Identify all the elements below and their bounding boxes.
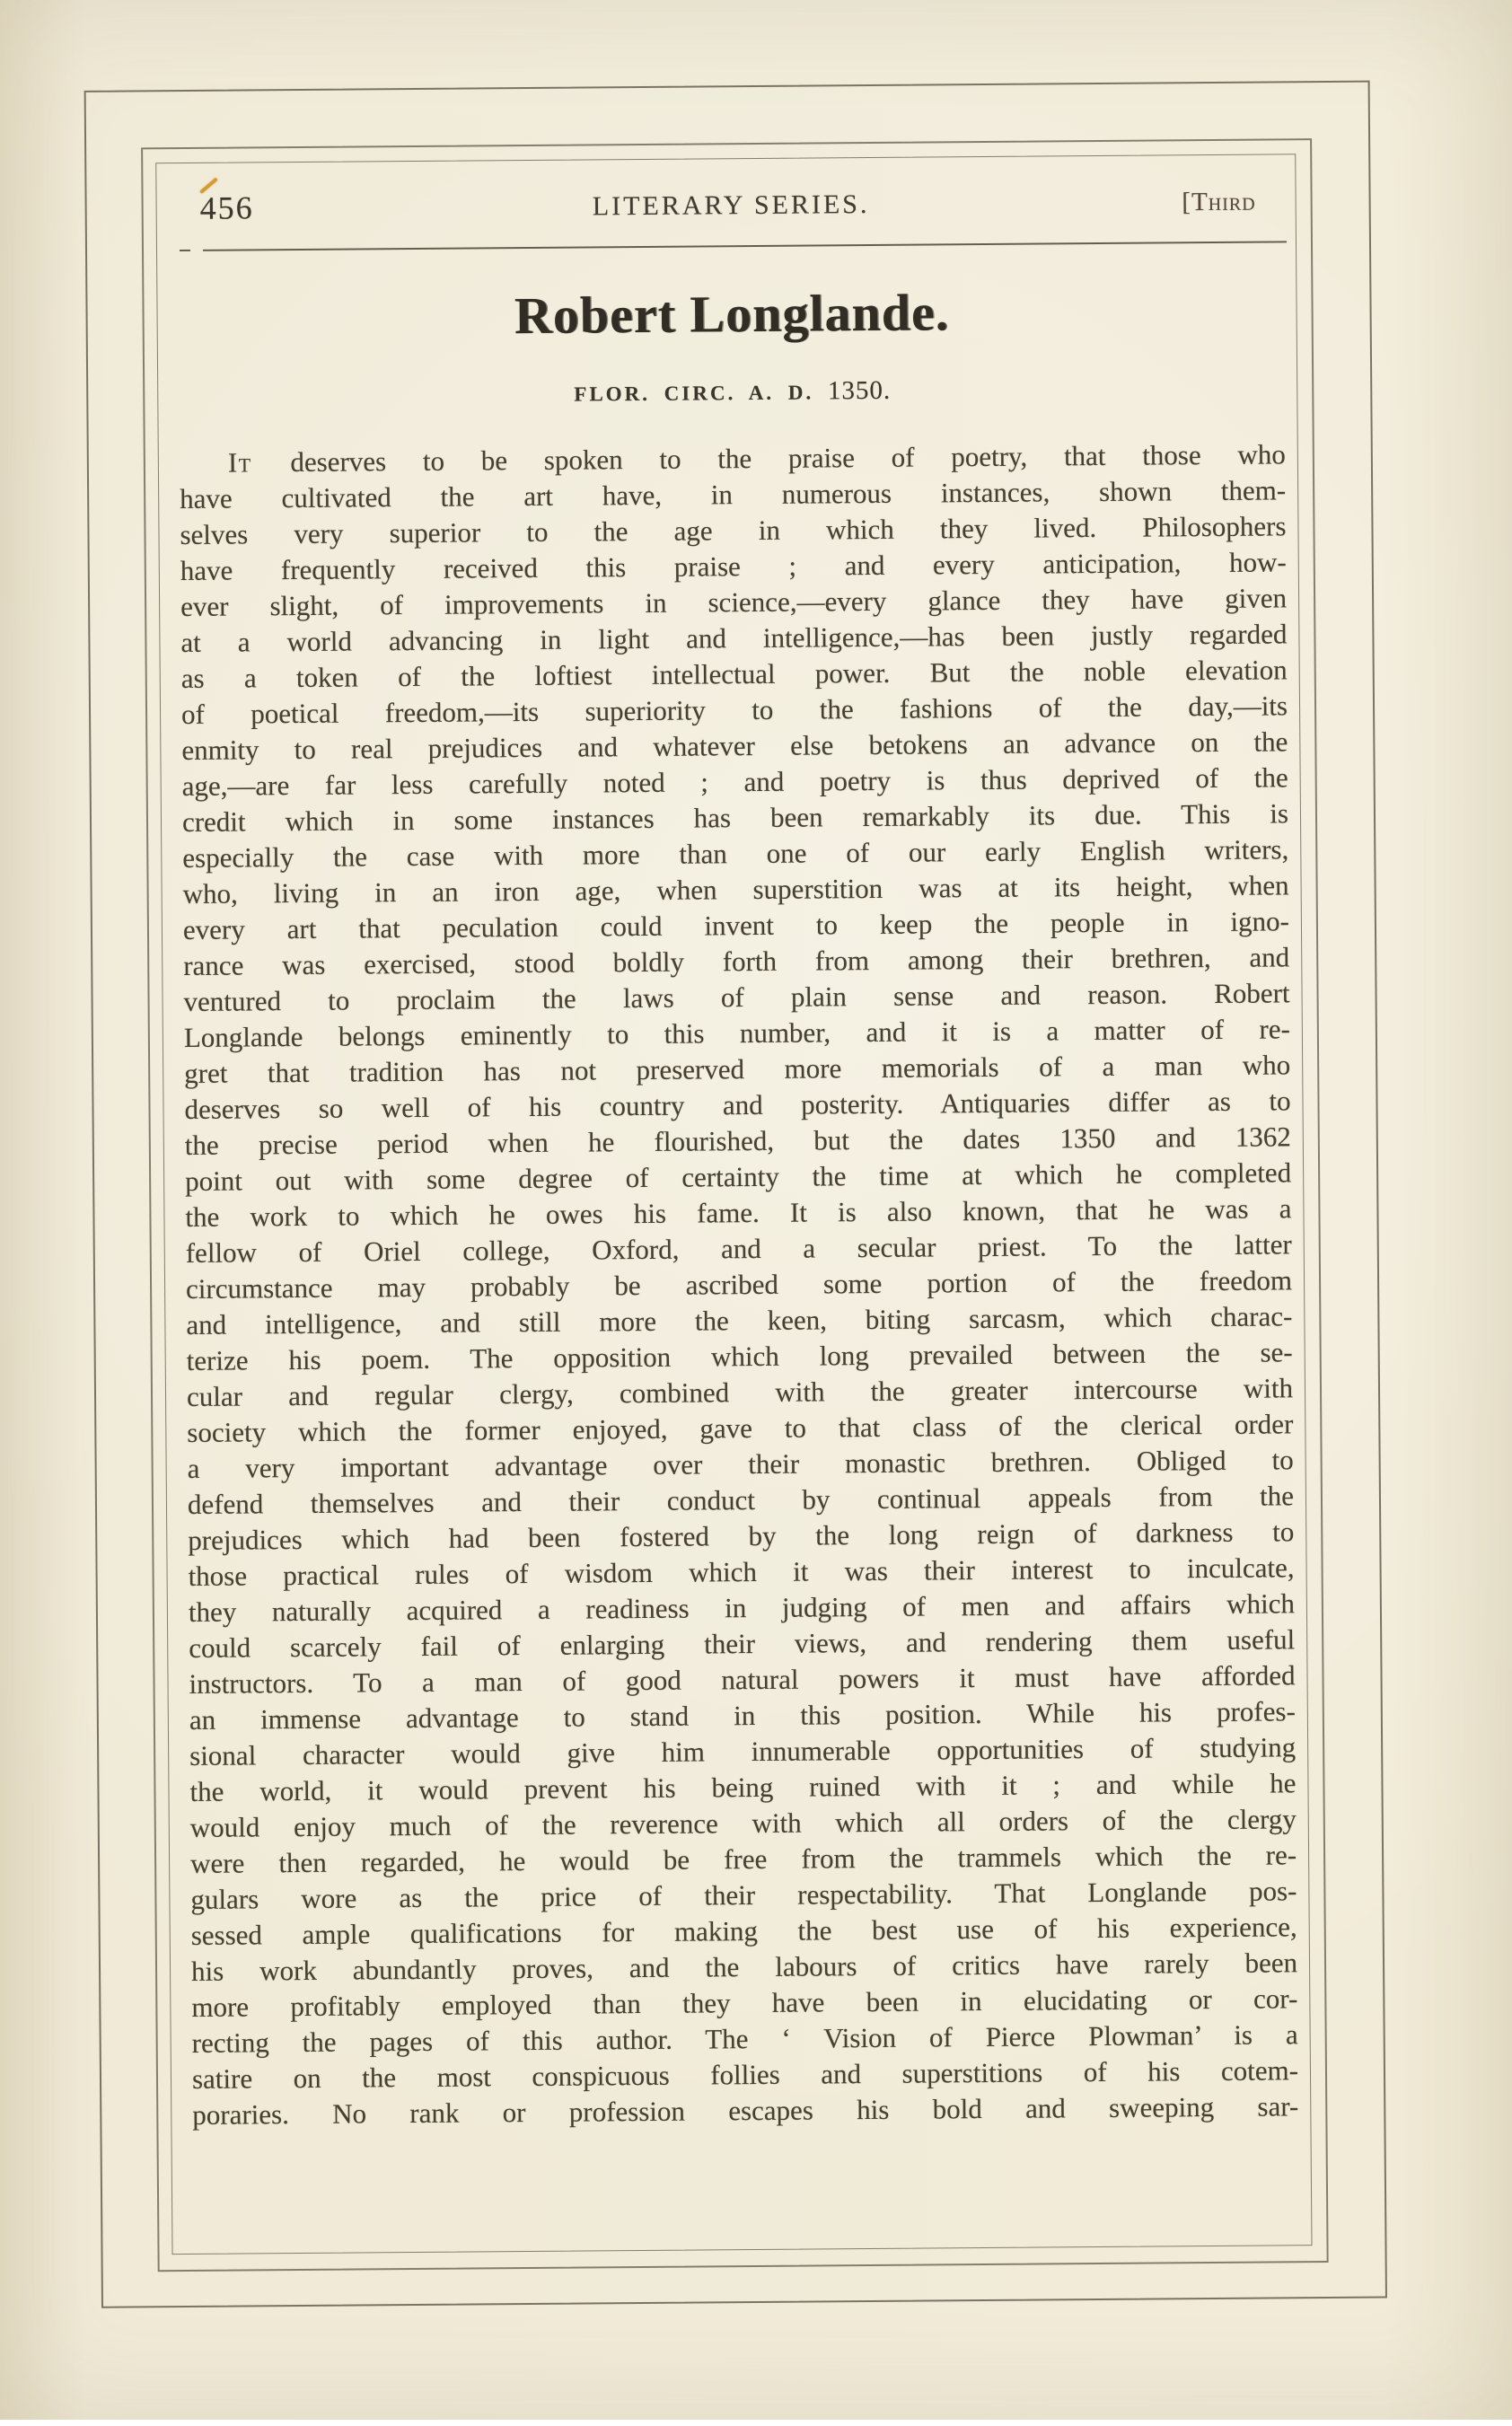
body-line: poraries. No rank or profession escapes his bold and sweeping sar- (192, 2090, 1299, 2131)
body-line: Longlande belongs eminently to this number, and it is a matter of re- (183, 1013, 1290, 1053)
body-line: every art that peculation could invent to keep the people in igno- (182, 905, 1290, 946)
body-line: deserves so well of his country and posterity. Antiquaries differ as to (184, 1085, 1291, 1125)
body-line: ever slight, of improvements in science,—every glance they have given (180, 582, 1288, 623)
subtitle-year: 1350. (827, 375, 892, 406)
body-line: the precise period when he flourished, but the dates 1350 and 1362 (184, 1121, 1291, 1161)
body-line: society which the former enjoyed, gave to that class of the clerical order (187, 1408, 1294, 1448)
body-line: It deserves to be spoken to the praise of poetry, that those who (227, 438, 1286, 479)
article-title: Robert Longlande. (514, 283, 950, 346)
body-line: were then regarded, he would be free from the trammels which the re- (189, 1839, 1297, 1879)
body-line: gulars wore as the price of their respectability. That Longlande pos- (190, 1875, 1297, 1915)
body-line: enmity to real prejudices and whatever else betokens an advance on the (181, 725, 1288, 767)
body-line: his work abundantly proves, and the labours of critics have rarely been (190, 1947, 1298, 1987)
body-line: a very important advantage over their monastic brethren. Obliged to (187, 1444, 1294, 1484)
body-line: selves very superior to the age in which they lived. Philosophers (180, 510, 1287, 551)
subtitle-label: FLOR. CIRC. A. D. (574, 381, 814, 406)
body-line: ventured to proclaim the laws of plain sense and reason. Robert (183, 977, 1290, 1018)
body-line: as a token of the loftiest intellectual power. But the noble elevation (180, 654, 1288, 695)
body-line: of poetical freedom,—its superiority to the fashions of the day,—its (180, 690, 1288, 731)
body-line: instructors. To a man of good natural powers it must have afforded (189, 1659, 1296, 1700)
opening-word: It (227, 446, 252, 479)
body-line: cular and regular clergy, combined with the greater intercourse with (186, 1372, 1294, 1412)
body-line: fellow of Oriel college, Oxford, and a secular priest. To the latter (185, 1228, 1292, 1269)
body-line: point out with some degree of certainty the time at which he completed (185, 1156, 1292, 1197)
body-line: prejudices which had been fostered by the long reign of darkness to (188, 1516, 1295, 1556)
article-subtitle (178, 373, 1287, 411)
body-line: terize his poem. The opposition which long prevailed between the se- (186, 1336, 1293, 1376)
body-line: those practical rules of wisdom which it was their interest to inculcate, (188, 1551, 1295, 1592)
body-line: rance was exercised, stood boldly forth from among their brethren, and (183, 941, 1290, 982)
body-line: they naturally acquired a readiness in judging of men and affairs which (188, 1587, 1296, 1628)
body-line: the world, it would prevent his being ruined with it ; and while he (189, 1767, 1297, 1807)
running-header: LITERARY SERIES. (592, 189, 870, 222)
body-line: at a world advancing in light and intelligence,—has been justly regarded (180, 618, 1288, 659)
body-line: age,—are far less carefully noted ; and poetry is thus deprived of the (181, 761, 1288, 803)
body-line: would enjoy much of the reverence with which all orders of the clergy (189, 1803, 1297, 1843)
body-line: credit which in some instances has been remarkably its due. This is (181, 797, 1289, 839)
body-line: who, living in an iron age, when superstition was at its height, when (182, 869, 1289, 910)
header-right-signature: [Third (1182, 187, 1256, 217)
body-line: defend themselves and their conduct by continual appeals from the (187, 1480, 1295, 1520)
body-line: have cultivated the art have, in numerous instances, shown them- (180, 474, 1287, 515)
body-lines (180, 436, 1299, 2133)
body-line: an immense advantage to stand in this position. While his profes- (189, 1695, 1296, 1736)
body-line: more profitably employed than they have been in elucidating or cor- (191, 1982, 1298, 2023)
page-number: 456 (199, 189, 254, 226)
body-line: especially the case with more than one of our early English writers, (182, 833, 1289, 875)
body-line: satire on the most conspicuous follies and superstitions of his cotem- (191, 2054, 1299, 2095)
body-line: the work to which he owes his fame. It is also known, that he was a (185, 1192, 1292, 1233)
body-line: have frequently received this praise ; and every anticipation, how- (180, 546, 1287, 587)
body-line: sessed ample qualifications for making the best use of his experience, (190, 1911, 1297, 1951)
header-rule (180, 241, 1287, 251)
body-line: sional character would give him innumerable opportunities of studying (189, 1731, 1297, 1771)
body-line: could scarcely fail of enlarging their views, and rendering them useful (189, 1623, 1296, 1664)
body-line: circumstance may probably be ascribed some portion of the freedom (185, 1264, 1293, 1305)
body-line: recting the pages of this author. The ‘ Vision of Pierce Plowman’ is a (191, 2018, 1298, 2059)
body-line: and intelligence, and still more the keen, biting sarcasm, which charac- (186, 1300, 1293, 1340)
body-line: gret that tradition has not preserved more memorials of a man who (184, 1049, 1291, 1089)
